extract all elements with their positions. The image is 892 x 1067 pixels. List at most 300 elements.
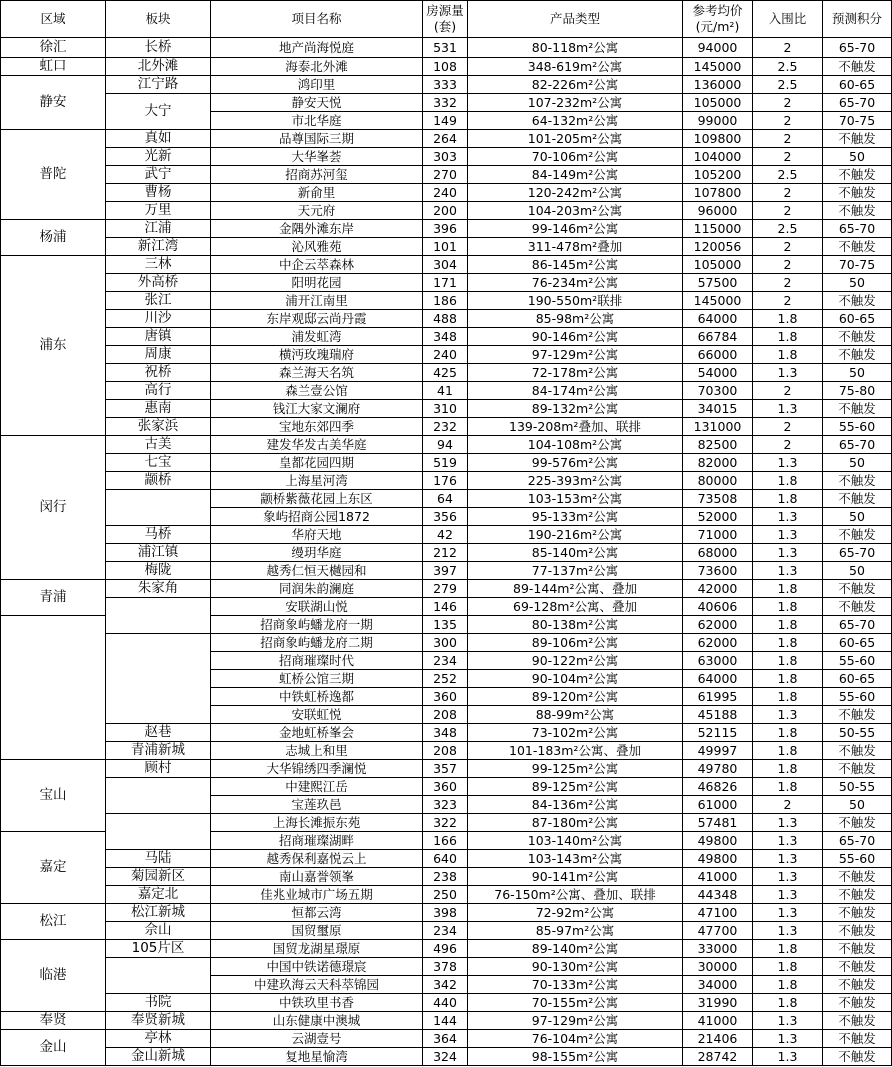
price-cell: 49800	[683, 832, 753, 850]
price-cell: 34015	[683, 400, 753, 418]
ratio-cell: 1.8	[753, 580, 823, 598]
project-cell: 钱江大家文澜府	[211, 400, 423, 418]
sector-cell: 唐镇	[106, 328, 211, 346]
project-cell: 浦开江南里	[211, 292, 423, 310]
ratio-cell: 2.5	[753, 76, 823, 94]
product-cell: 90-141m²公寓	[468, 868, 683, 886]
ratio-cell: 1.8	[753, 472, 823, 490]
sector-cell: 奉贤新城	[106, 1012, 211, 1030]
score-cell: 不触发	[823, 706, 892, 724]
price-cell: 96000	[683, 202, 753, 220]
project-cell: 市北华庭	[211, 112, 423, 130]
product-cell: 90-122m²公寓	[468, 652, 683, 670]
product-cell: 88-99m²公寓	[468, 706, 683, 724]
product-cell: 190-216m²公寓	[468, 526, 683, 544]
product-cell: 89-132m²公寓	[468, 400, 683, 418]
project-cell: 皇都花园四期	[211, 454, 423, 472]
table-row	[1, 544, 892, 562]
ratio-cell: 1.3	[753, 832, 823, 850]
project-cell: 森兰海天名筑	[211, 364, 423, 382]
ratio-cell: 2	[753, 184, 823, 202]
district-cell: 宝山	[1, 760, 106, 832]
project-cell: 大华锦绣四季澜悦	[211, 760, 423, 778]
score-cell: 不触发	[823, 472, 892, 490]
product-cell: 101-183m²公寓、叠加	[468, 742, 683, 760]
score-cell: 70-75	[823, 112, 892, 130]
units-cell: 144	[423, 1012, 468, 1030]
units-cell: 208	[423, 706, 468, 724]
units-cell: 250	[423, 886, 468, 904]
ratio-cell: 1.3	[753, 706, 823, 724]
product-cell: 84-149m²公寓	[468, 166, 683, 184]
project-cell: 中铁虹桥逸都	[211, 688, 423, 706]
units-cell: 186	[423, 292, 468, 310]
product-cell: 85-97m²公寓	[468, 922, 683, 940]
ratio-cell: 2	[753, 94, 823, 112]
score-cell: 55-60	[823, 418, 892, 436]
table-row	[1, 94, 892, 112]
project-cell: 南山嘉誉领峯	[211, 868, 423, 886]
project-cell: 越秀保利嘉悦云上	[211, 850, 423, 868]
units-cell: 135	[423, 616, 468, 634]
score-cell: 不触发	[823, 1048, 892, 1066]
table-row	[1, 346, 892, 364]
table-row	[1, 400, 892, 418]
sector-cell: 金山新城	[106, 1048, 211, 1066]
score-cell: 60-65	[823, 76, 892, 94]
units-cell: 270	[423, 166, 468, 184]
sector-cell: 北外滩	[106, 58, 211, 76]
product-cell: 90-104m²公寓	[468, 670, 683, 688]
table-row	[1, 886, 892, 904]
table-row	[1, 868, 892, 886]
price-cell: 105000	[683, 94, 753, 112]
score-cell: 55-60	[823, 688, 892, 706]
ratio-cell: 2	[753, 148, 823, 166]
units-cell: 348	[423, 724, 468, 742]
price-cell: 49800	[683, 850, 753, 868]
ratio-cell: 1.3	[753, 904, 823, 922]
sector-cell: 嘉定北	[106, 886, 211, 904]
price-cell: 61000	[683, 796, 753, 814]
district-cell: 奉贤	[1, 1012, 106, 1030]
product-cell: 72-92m²公寓	[468, 904, 683, 922]
ratio-cell: 1.3	[753, 508, 823, 526]
table-row	[1, 580, 892, 598]
price-cell: 82000	[683, 454, 753, 472]
product-cell: 64-132m²公寓	[468, 112, 683, 130]
table-row	[1, 202, 892, 220]
ratio-cell: 2.5	[753, 166, 823, 184]
product-cell: 89-106m²公寓	[468, 634, 683, 652]
ratio-cell: 1.8	[753, 328, 823, 346]
ratio-cell: 1.8	[753, 688, 823, 706]
project-cell: 虹桥公馆三期	[211, 670, 423, 688]
price-cell: 42000	[683, 580, 753, 598]
product-cell: 89-120m²公寓	[468, 688, 683, 706]
units-cell: 64	[423, 490, 468, 508]
price-cell: 62000	[683, 616, 753, 634]
project-cell: 越秀仁恒天樾园和	[211, 562, 423, 580]
table-row	[1, 256, 892, 274]
ratio-cell: 1.8	[753, 976, 823, 994]
score-cell: 50	[823, 274, 892, 292]
project-cell: 金地虹桥峯会	[211, 724, 423, 742]
project-cell: 天元府	[211, 202, 423, 220]
sector-cell: 万里	[106, 202, 211, 220]
units-cell: 398	[423, 904, 468, 922]
price-cell: 66784	[683, 328, 753, 346]
sector-cell: 顾村	[106, 760, 211, 778]
table-row	[1, 562, 892, 580]
table-row	[1, 238, 892, 256]
score-cell: 50	[823, 562, 892, 580]
project-cell: 新俞里	[211, 184, 423, 202]
project-cell: 上海长滩振东苑	[211, 814, 423, 832]
product-cell: 101-205m²公寓	[468, 130, 683, 148]
project-cell: 国贸璽原	[211, 922, 423, 940]
project-cell: 招商苏河玺	[211, 166, 423, 184]
units-cell: 440	[423, 994, 468, 1012]
project-cell: 安联虹悦	[211, 706, 423, 724]
project-cell: 静安天悦	[211, 94, 423, 112]
units-cell: 252	[423, 670, 468, 688]
score-cell: 不触发	[823, 328, 892, 346]
price-cell: 82500	[683, 436, 753, 454]
ratio-cell: 1.3	[753, 1012, 823, 1030]
units-cell: 42	[423, 526, 468, 544]
header-product: 产品类型	[468, 1, 683, 38]
project-cell: 海泰北外滩	[211, 58, 423, 76]
units-cell: 378	[423, 958, 468, 976]
price-cell: 62000	[683, 634, 753, 652]
table-row	[1, 778, 892, 796]
price-cell: 28742	[683, 1048, 753, 1066]
project-cell: 招商象屿蟠龙府一期	[211, 616, 423, 634]
project-cell: 浦发虹湾	[211, 328, 423, 346]
product-cell: 76-104m²公寓	[468, 1030, 683, 1048]
units-cell: 240	[423, 184, 468, 202]
district-cell: 杨浦	[1, 220, 106, 256]
ratio-cell: 1.3	[753, 454, 823, 472]
project-cell: 上海星河湾	[211, 472, 423, 490]
product-cell: 76-150m²公寓、叠加、联排	[468, 886, 683, 904]
price-cell: 107800	[683, 184, 753, 202]
project-cell: 鸿印里	[211, 76, 423, 94]
score-cell: 不触发	[823, 490, 892, 508]
product-cell: 85-98m²公寓	[468, 310, 683, 328]
sector-cell: 长桥	[106, 38, 211, 58]
project-cell: 东岸观邸云尚丹霞	[211, 310, 423, 328]
sector-cell: 青浦新城	[106, 742, 211, 760]
price-cell: 61995	[683, 688, 753, 706]
score-cell: 60-65	[823, 310, 892, 328]
score-cell: 不触发	[823, 904, 892, 922]
ratio-cell: 1.8	[753, 940, 823, 958]
product-cell: 77-137m²公寓	[468, 562, 683, 580]
product-cell: 98-155m²公寓	[468, 1048, 683, 1066]
units-cell: 348	[423, 328, 468, 346]
product-cell: 90-130m²公寓	[468, 958, 683, 976]
product-cell: 190-550m²联排	[468, 292, 683, 310]
score-cell: 75-80	[823, 382, 892, 400]
price-cell: 73508	[683, 490, 753, 508]
project-cell: 恒都云湾	[211, 904, 423, 922]
product-cell: 107-232m²公寓	[468, 94, 683, 112]
header-units-line2: (套)	[433, 19, 457, 34]
sector-cell	[106, 958, 211, 994]
product-cell: 225-393m²公寓	[468, 472, 683, 490]
score-cell: 65-70	[823, 220, 892, 238]
ratio-cell: 2	[753, 202, 823, 220]
sector-cell	[106, 778, 211, 814]
score-cell: 65-70	[823, 94, 892, 112]
ratio-cell: 1.3	[753, 886, 823, 904]
price-cell: 47100	[683, 904, 753, 922]
sector-cell: 江宁路	[106, 76, 211, 94]
table-row	[1, 38, 892, 58]
header-price-line2: (元/m²)	[695, 19, 740, 34]
price-cell: 131000	[683, 418, 753, 436]
product-cell: 103-140m²公寓	[468, 832, 683, 850]
table-row	[1, 418, 892, 436]
units-cell: 531	[423, 38, 468, 58]
product-cell: 82-226m²公寓	[468, 76, 683, 94]
sector-cell: 曹杨	[106, 184, 211, 202]
price-cell: 49997	[683, 742, 753, 760]
project-cell: 复地星愉湾	[211, 1048, 423, 1066]
ratio-cell: 2	[753, 292, 823, 310]
district-cell: 嘉定	[1, 832, 106, 904]
product-cell: 73-102m²公寓	[468, 724, 683, 742]
score-cell: 不触发	[823, 346, 892, 364]
ratio-cell: 1.8	[753, 742, 823, 760]
table-row	[1, 166, 892, 184]
price-cell: 46826	[683, 778, 753, 796]
ratio-cell: 1.8	[753, 670, 823, 688]
sector-cell: 江浦	[106, 220, 211, 238]
price-cell: 104000	[683, 148, 753, 166]
price-cell: 57481	[683, 814, 753, 832]
units-cell: 332	[423, 94, 468, 112]
table-row	[1, 76, 892, 94]
sector-cell: 马桥	[106, 526, 211, 544]
score-cell: 不触发	[823, 742, 892, 760]
ratio-cell: 1.8	[753, 634, 823, 652]
price-cell: 145000	[683, 58, 753, 76]
sector-cell: 梅陇	[106, 562, 211, 580]
sector-cell: 颛桥	[106, 472, 211, 490]
price-cell: 120056	[683, 238, 753, 256]
price-cell: 49780	[683, 760, 753, 778]
project-cell: 云湖壹号	[211, 1030, 423, 1048]
sector-cell: 光新	[106, 148, 211, 166]
product-cell: 139-208m²叠加、联排	[468, 418, 683, 436]
product-cell: 84-174m²公寓	[468, 382, 683, 400]
price-cell: 73600	[683, 562, 753, 580]
sector-cell: 古美	[106, 436, 211, 454]
district-cell: 静安	[1, 76, 106, 130]
project-cell: 大华峯荟	[211, 148, 423, 166]
product-cell: 80-118m²公寓	[468, 38, 683, 58]
price-cell: 52000	[683, 508, 753, 526]
sector-cell: 七宝	[106, 454, 211, 472]
score-cell: 70-75	[823, 256, 892, 274]
header-price	[683, 1, 753, 38]
ratio-cell: 1.3	[753, 922, 823, 940]
district-cell: 虹口	[1, 58, 106, 76]
units-cell: 397	[423, 562, 468, 580]
units-cell: 238	[423, 868, 468, 886]
sector-cell	[106, 814, 211, 850]
price-cell: 45188	[683, 706, 753, 724]
product-cell: 70-155m²公寓	[468, 994, 683, 1012]
table-row	[1, 490, 892, 508]
units-cell: 279	[423, 580, 468, 598]
sector-cell: 赵巷	[106, 724, 211, 742]
district-cell: 浦东	[1, 256, 106, 436]
score-cell: 不触发	[823, 886, 892, 904]
units-cell: 94	[423, 436, 468, 454]
product-cell: 86-145m²公寓	[468, 256, 683, 274]
score-cell: 不触发	[823, 598, 892, 616]
ratio-cell: 1.8	[753, 778, 823, 796]
score-cell: 65-70	[823, 616, 892, 634]
ratio-cell: 1.3	[753, 1030, 823, 1048]
ratio-cell: 1.3	[753, 544, 823, 562]
table-row	[1, 328, 892, 346]
header-sector: 板块	[106, 1, 211, 38]
product-cell: 103-143m²公寓	[468, 850, 683, 868]
price-cell: 21406	[683, 1030, 753, 1048]
ratio-cell: 2	[753, 418, 823, 436]
project-cell: 山东健康中澳城	[211, 1012, 423, 1030]
sector-cell: 三林	[106, 256, 211, 274]
units-cell: 333	[423, 76, 468, 94]
score-cell: 50	[823, 796, 892, 814]
project-cell: 象屿招商公园1872	[211, 508, 423, 526]
price-cell: 105000	[683, 256, 753, 274]
sector-cell: 武宁	[106, 166, 211, 184]
project-cell: 中企云萃森林	[211, 256, 423, 274]
ratio-cell: 1.3	[753, 364, 823, 382]
score-cell: 50-55	[823, 724, 892, 742]
units-cell: 364	[423, 1030, 468, 1048]
project-cell: 颛桥紫薇花园上东区	[211, 490, 423, 508]
district-cell: 临港	[1, 940, 106, 1012]
ratio-cell: 2	[753, 436, 823, 454]
units-cell: 519	[423, 454, 468, 472]
project-cell: 宝地东郊四季	[211, 418, 423, 436]
district-cell	[1, 616, 106, 760]
project-cell: 沁风雅苑	[211, 238, 423, 256]
score-cell: 50-55	[823, 778, 892, 796]
table-row	[1, 148, 892, 166]
units-cell: 324	[423, 1048, 468, 1066]
sector-cell: 周康	[106, 346, 211, 364]
price-cell: 99000	[683, 112, 753, 130]
price-cell: 52115	[683, 724, 753, 742]
units-cell: 360	[423, 778, 468, 796]
product-cell: 99-146m²公寓	[468, 220, 683, 238]
units-cell: 234	[423, 652, 468, 670]
product-cell: 87-180m²公寓	[468, 814, 683, 832]
project-cell: 品尊国际三期	[211, 130, 423, 148]
units-cell: 322	[423, 814, 468, 832]
score-cell: 60-65	[823, 634, 892, 652]
score-cell: 不触发	[823, 166, 892, 184]
table-row	[1, 760, 892, 778]
table-body	[1, 38, 892, 1066]
district-cell: 金山	[1, 1030, 106, 1066]
units-cell: 496	[423, 940, 468, 958]
units-cell: 300	[423, 634, 468, 652]
product-cell: 89-144m²公寓、叠加	[468, 580, 683, 598]
price-cell: 105200	[683, 166, 753, 184]
product-cell: 120-242m²公寓	[468, 184, 683, 202]
price-cell: 31990	[683, 994, 753, 1012]
product-cell: 85-140m²公寓	[468, 544, 683, 562]
ratio-cell: 2	[753, 112, 823, 130]
score-cell: 60-65	[823, 670, 892, 688]
sector-cell: 105片区	[106, 940, 211, 958]
score-cell: 50	[823, 508, 892, 526]
ratio-cell: 1.8	[753, 310, 823, 328]
product-cell: 104-203m²公寓	[468, 202, 683, 220]
sector-cell: 浦江镇	[106, 544, 211, 562]
project-cell: 华府天地	[211, 526, 423, 544]
price-cell: 40606	[683, 598, 753, 616]
project-cell: 宝莲玖邑	[211, 796, 423, 814]
ratio-cell: 2.5	[753, 220, 823, 238]
table-row	[1, 220, 892, 238]
sector-cell: 大宁	[106, 94, 211, 130]
table-row	[1, 58, 892, 76]
district-cell: 青浦	[1, 580, 106, 616]
project-cell: 金隅外滩东岸	[211, 220, 423, 238]
sector-cell: 佘山	[106, 922, 211, 940]
units-cell: 360	[423, 688, 468, 706]
units-cell: 396	[423, 220, 468, 238]
price-cell: 57500	[683, 274, 753, 292]
units-cell: 108	[423, 58, 468, 76]
score-cell: 不触发	[823, 202, 892, 220]
project-cell: 佳兆业城市广场五期	[211, 886, 423, 904]
sector-cell: 真如	[106, 130, 211, 148]
sector-cell: 书院	[106, 994, 211, 1012]
ratio-cell: 1.8	[753, 760, 823, 778]
project-cell: 志城上和里	[211, 742, 423, 760]
ratio-cell: 2	[753, 38, 823, 58]
sector-cell: 惠南	[106, 400, 211, 418]
ratio-cell: 1.8	[753, 958, 823, 976]
score-cell: 不触发	[823, 526, 892, 544]
price-cell: 30000	[683, 958, 753, 976]
score-cell: 不触发	[823, 958, 892, 976]
product-cell: 95-133m²公寓	[468, 508, 683, 526]
product-cell: 311-478m²叠加	[468, 238, 683, 256]
units-cell: 310	[423, 400, 468, 418]
project-cell: 国贸龙湖星璟原	[211, 940, 423, 958]
sector-cell	[106, 634, 211, 724]
ratio-cell: 1.8	[753, 724, 823, 742]
score-cell: 不触发	[823, 814, 892, 832]
sector-cell: 亭林	[106, 1030, 211, 1048]
units-cell: 303	[423, 148, 468, 166]
district-cell: 松江	[1, 904, 106, 940]
units-cell: 200	[423, 202, 468, 220]
price-cell: 47700	[683, 922, 753, 940]
